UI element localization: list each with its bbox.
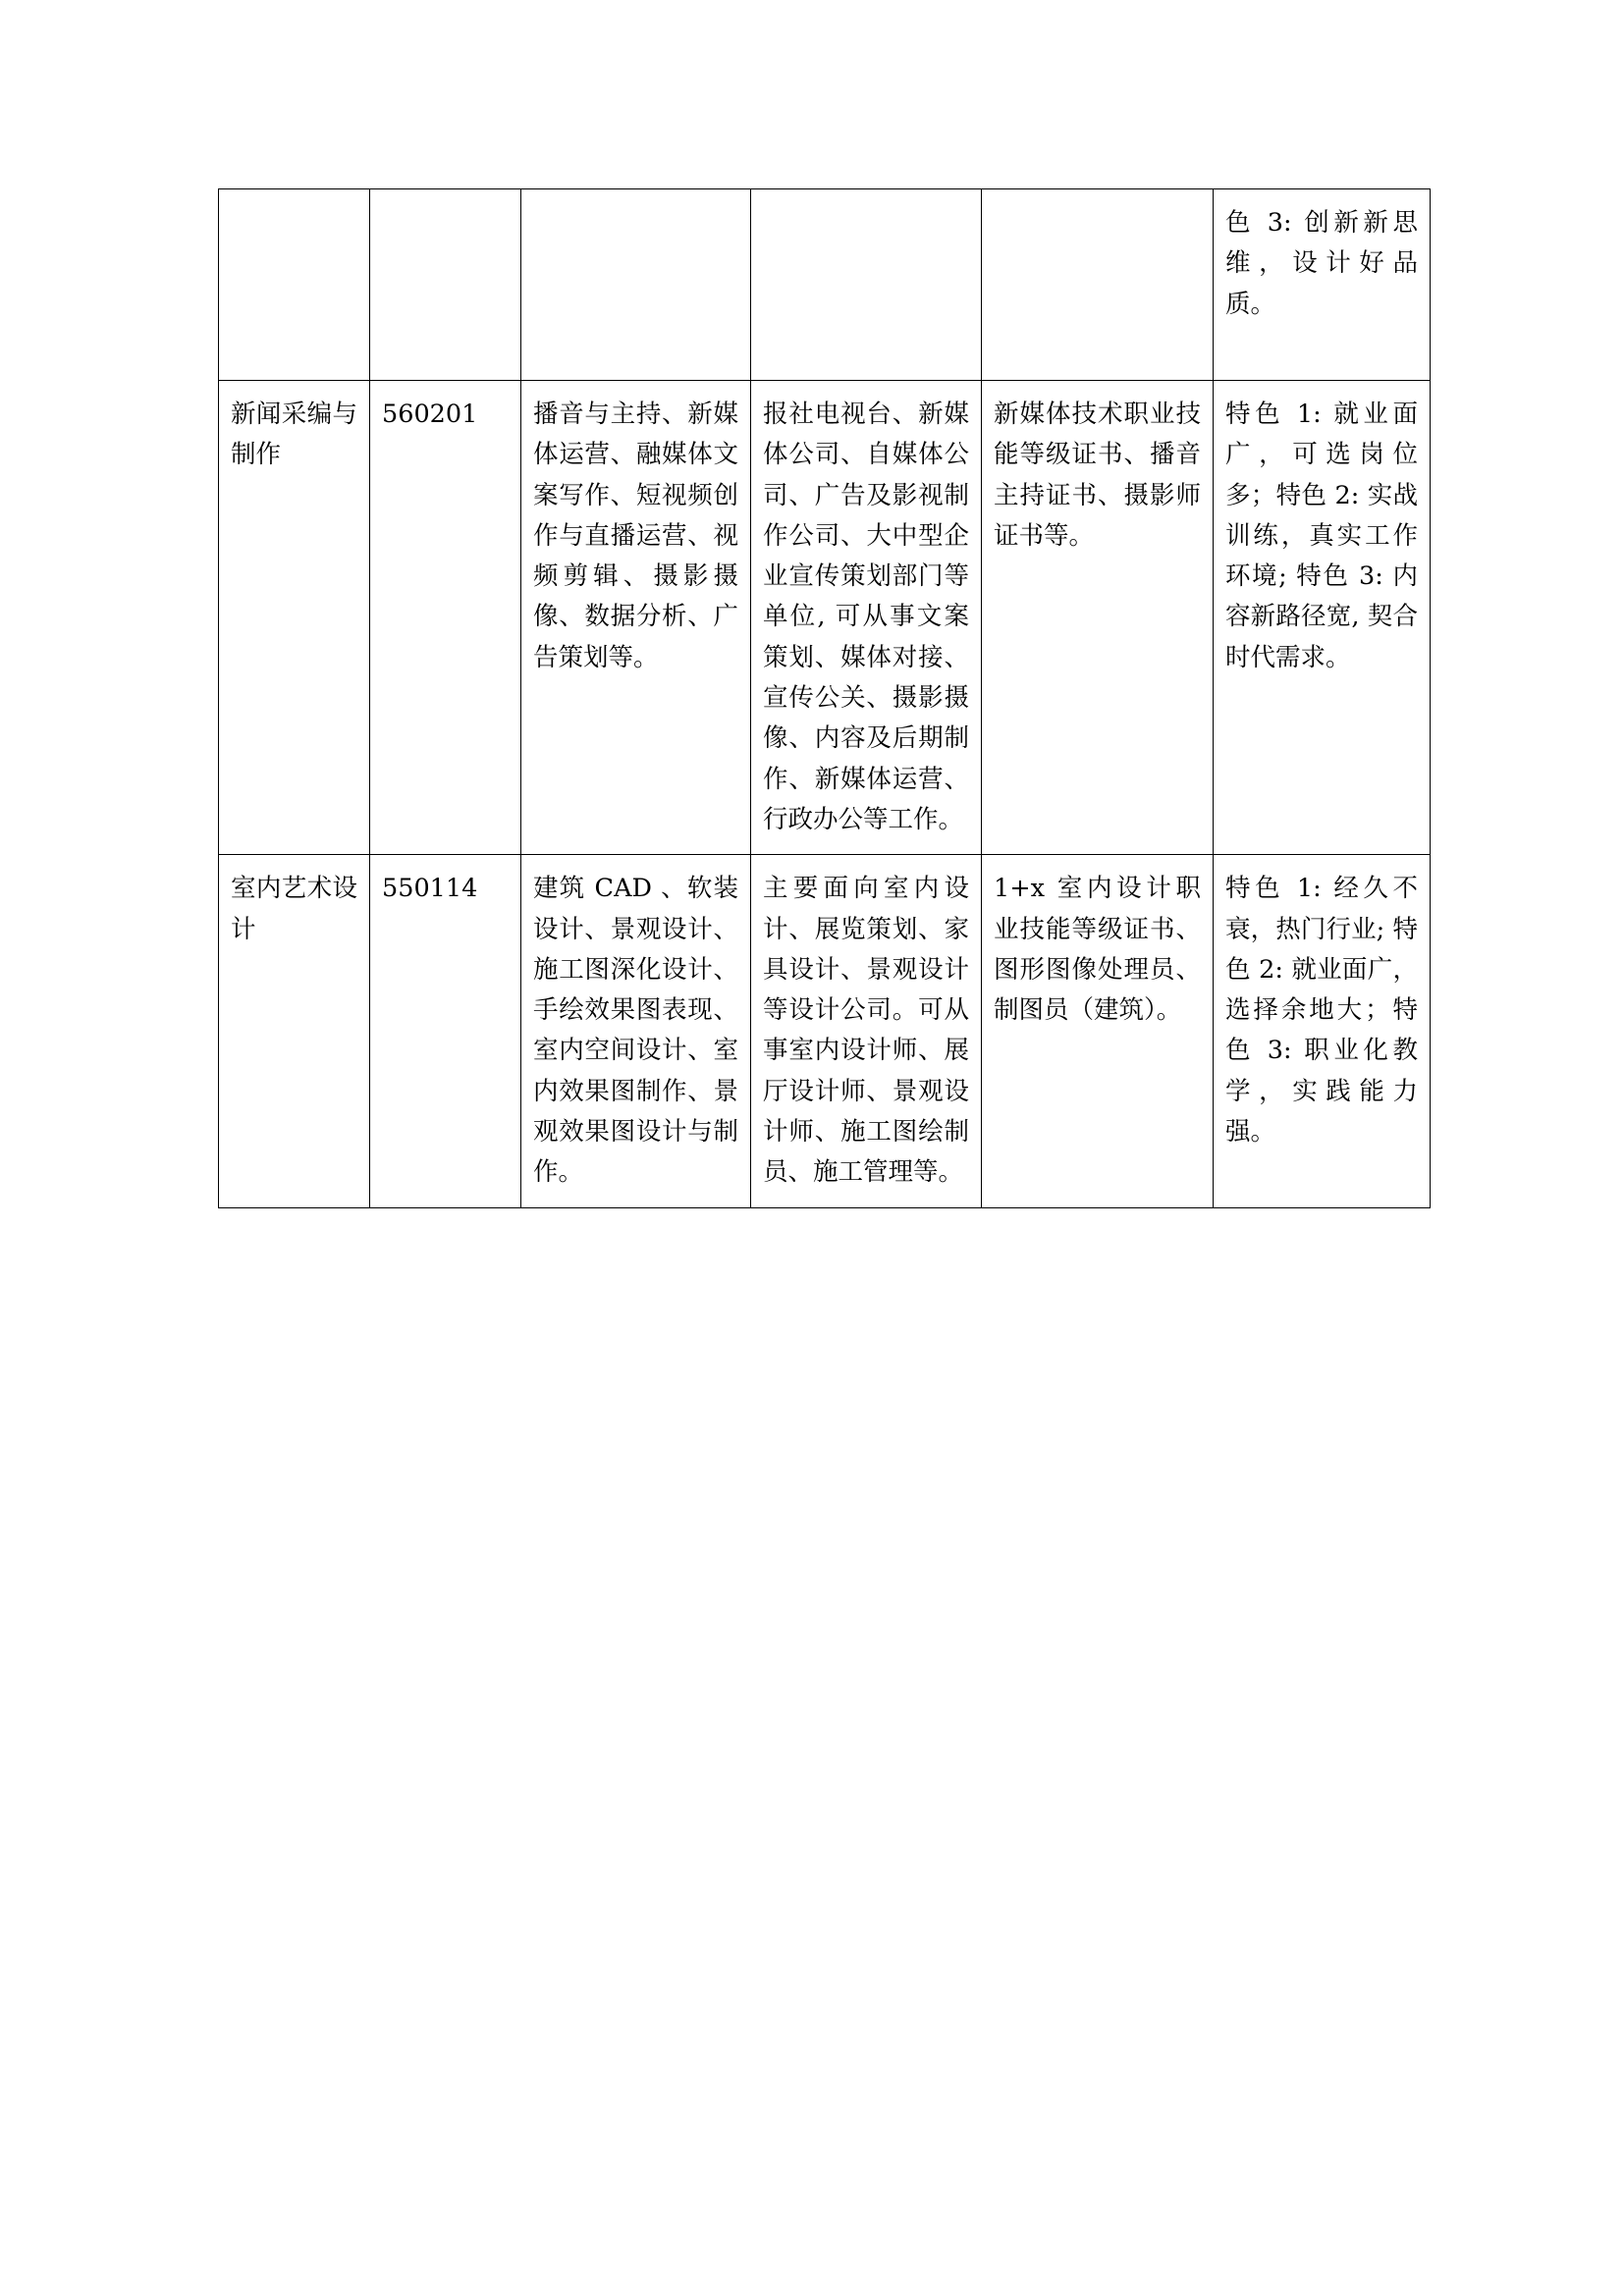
majors-information-table	[218, 188, 1431, 1208]
features-text: 特色 1: 就业面广，可选岗位多；特色 2: 实战训练，真实工作环境; 特色 3: 内容新路径宽, 契合时代需求。	[1225, 400, 1418, 672]
cell-certificates	[982, 381, 1214, 855]
cell-features	[1214, 189, 1431, 381]
cell-courses	[521, 189, 751, 381]
cell-courses	[521, 855, 751, 1207]
table-row	[219, 855, 1431, 1207]
courses-text: 建筑 CAD 、软装设计、景观设计、施工图深化设计、手绘效果图表现、室内空间设计、室内效果图制作、景观效果图设计与制作。	[533, 874, 738, 1188]
cell-certificates	[982, 855, 1214, 1207]
employment-text: 报社电视台、新媒体公司、自媒体公司、广告及影视制作公司、大中型企业宣传策划部门等单位, 可从事文案策划、媒体对接、宣传公关、摄影摄像、内容及后期制作、新媒体运营、行政办公等工作。	[763, 400, 969, 834]
cell-courses	[521, 381, 751, 855]
table-body	[219, 189, 1431, 1208]
cell-major-code	[370, 855, 521, 1207]
major-name-text: 室内艺术设计	[231, 874, 357, 944]
certificates-text: 新媒体技术职业技能等级证书、播音主持证书、摄影师证书等。	[994, 400, 1201, 551]
cell-major-name	[219, 855, 370, 1207]
cell-employment	[751, 189, 982, 381]
major-name-text: 新闻采编与制作	[231, 400, 357, 470]
courses-text: 播音与主持、新媒体运营、融媒体文案写作、短视频创作与直播运营、视频剪辑、摄影摄像、数据分析、广告策划等。	[533, 400, 738, 672]
cell-major-name	[219, 381, 370, 855]
features-text: 色 3: 创新新思维，设计好品质。	[1225, 208, 1418, 319]
table-row	[219, 189, 1431, 381]
cell-certificates	[982, 189, 1214, 381]
major-code-text: 550114	[382, 874, 478, 904]
table-container	[218, 188, 1430, 1208]
employment-text: 主要面向室内设计、展览策划、家具设计、景观设计等设计公司。可从事室内设计师、展厅设计师、景观设计师、施工图绘制员、施工管理等。	[763, 874, 969, 1188]
features-text: 特色 1: 经久不衰，热门行业; 特色 2: 就业面广，选择余地大；特色 3: 职业化教学，实践能力强。	[1225, 874, 1418, 1148]
cell-employment	[751, 855, 982, 1207]
cell-major-code	[370, 381, 521, 855]
certificates-text: 1+x 室内设计职业技能等级证书、图形图像处理员、制图员（建筑）。	[994, 874, 1201, 1026]
table-row	[219, 381, 1431, 855]
major-code-text: 560201	[382, 400, 478, 429]
cell-major-name	[219, 189, 370, 381]
cell-features	[1214, 855, 1431, 1207]
cell-employment	[751, 381, 982, 855]
cell-features	[1214, 381, 1431, 855]
cell-major-code	[370, 189, 521, 381]
